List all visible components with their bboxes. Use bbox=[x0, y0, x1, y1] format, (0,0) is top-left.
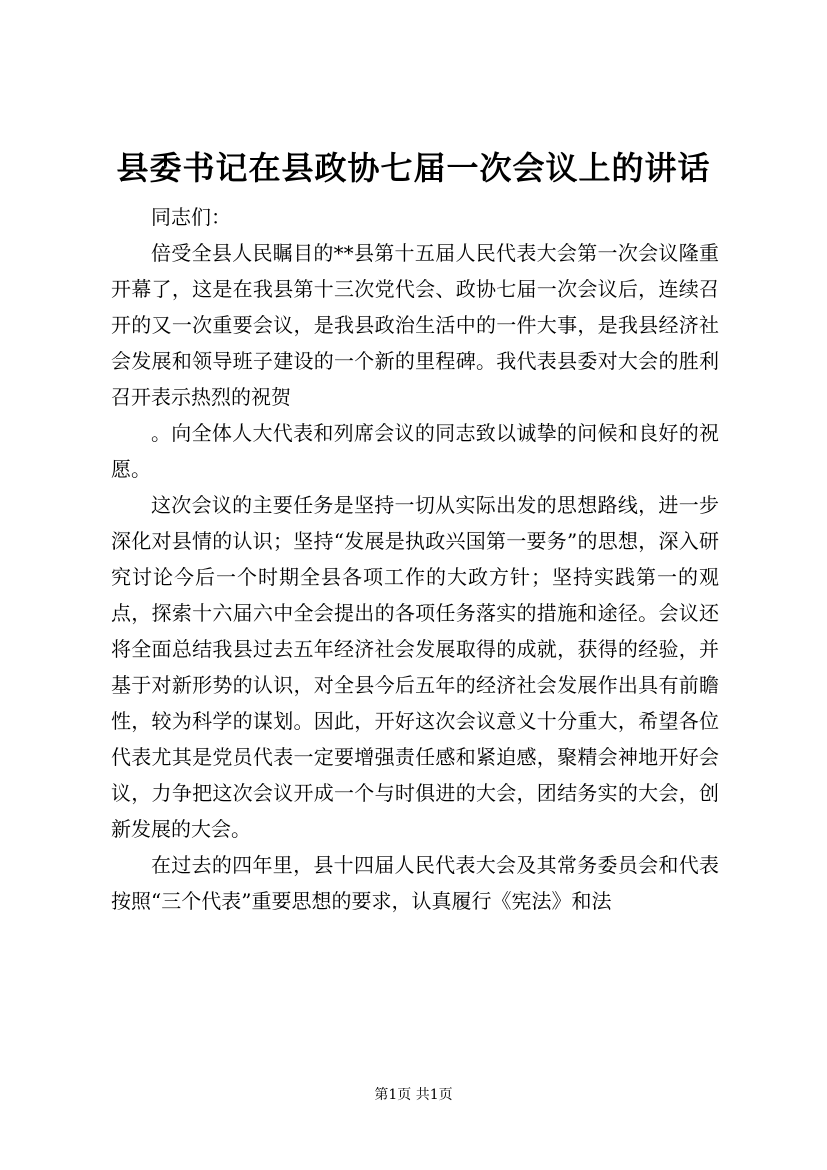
document-title: 县委书记在县政协七届一次会议上的讲话 bbox=[116, 149, 711, 187]
salutation: 同志们： bbox=[151, 205, 231, 229]
paragraph-3: 这次会议的主要任务是坚持一切从实际出发的思想路线，进一步深化对县情的认识；坚持“发展是执政兴国第一要务”的思想，深入研究讨论今后一个时期全县各项工作的大政方针；坚持实践第一的观点，探索十六届六中全会提出的各项任务落实的措施和途径。会议还将全面总结我县过去五年经济社会发展取得的成就，获得的经验，并基于对新形势的认识，对全县今后五年的经济社会发展作出具有前瞻性，较为科学的谋划。因此，开好这次会议意义十分重大，希望各位代表尤其是党员代表一定要增强责任感和紧迫感，聚精会神地开好会议，力争把这次会议开成一个与时俱进的大会，团结务实的大会，创新发展的大会。 bbox=[111, 493, 719, 841]
page-number: 第1页 共1页 bbox=[374, 1087, 453, 1103]
paragraph-1: 倍受全县人民瞩目的**县第十五届人民代表大会第一次会议隆重开幕了，这是在我县第十三次党代会、政协七届一次会议后，连续召开的又一次重要会议，是我县政治生活中的一件大事，是我县经济社会发展和领导班子建设的一个新的里程碑。我代表县委对大会的胜利召开表示热烈的祝贺 bbox=[111, 241, 719, 409]
paragraph-2: 。向全体人大代表和列席会议的同志致以诚挚的问候和良好的祝愿。 bbox=[111, 421, 719, 481]
document-body bbox=[111, 199, 719, 919]
paragraph-4: 在过去的四年里，县十四届人民代表大会及其常务委员会和代表按照“三个代表”重要思想的要求，认真履行《宪法》和法 bbox=[111, 853, 719, 913]
